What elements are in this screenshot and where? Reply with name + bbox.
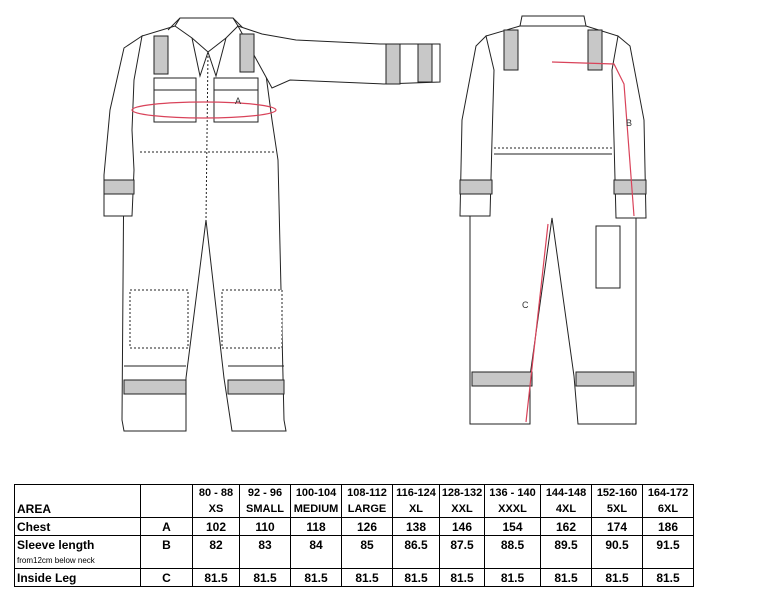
chest-row — [15, 518, 694, 536]
row-key: C — [141, 569, 193, 587]
size-range-cell: 164-172 — [643, 485, 694, 502]
size-name-cell: XXL — [440, 501, 485, 518]
front-chest-pocket-left — [154, 78, 196, 122]
size-name-cell: MEDIUM — [291, 501, 342, 518]
value-cell: 86.5 — [393, 536, 440, 554]
value-cell: 85 — [342, 536, 393, 554]
size-range-cell: 92 - 96 — [240, 485, 291, 502]
value-cell: 81.5 — [592, 569, 643, 587]
size-range-cell: 100-104 — [291, 485, 342, 502]
value-cell: 81.5 — [485, 569, 541, 587]
value-cell: 81.5 — [393, 569, 440, 587]
front-knee-pad-left — [130, 290, 188, 348]
front-body-outline — [122, 26, 286, 431]
row-key: A — [141, 518, 193, 536]
value-cell: 81.5 — [643, 569, 694, 587]
value-cell: 154 — [485, 518, 541, 536]
measure-label-b: B — [626, 118, 633, 128]
value-cell: 89.5 — [541, 536, 592, 554]
row-label: Chest — [15, 518, 141, 536]
size-name-cell: XL — [393, 501, 440, 518]
value-cell: 81.5 — [291, 569, 342, 587]
measure-label-a: A — [235, 96, 242, 106]
value-cell: 87.5 — [440, 536, 485, 554]
size-name-cell: 6XL — [643, 501, 694, 518]
measure-label-c: C — [522, 300, 529, 310]
size-name-cell: 5XL — [592, 501, 643, 518]
value-cell: 174 — [592, 518, 643, 536]
sleeve-length-row — [15, 536, 694, 554]
area-header: AREA — [15, 501, 141, 518]
value-cell: 90.5 — [592, 536, 643, 554]
row-label: Sleeve length — [15, 536, 141, 554]
size-range-cell: 108-112 — [342, 485, 393, 502]
size-range-cell: 128-132 — [440, 485, 485, 502]
size-range-cell: 144-148 — [541, 485, 592, 502]
size-range-cell: 136 - 140 — [485, 485, 541, 502]
sleeve-note-row — [15, 553, 694, 569]
value-cell: 138 — [393, 518, 440, 536]
value-cell: 102 — [193, 518, 240, 536]
front-knee-pad-right — [222, 290, 282, 348]
value-cell: 81.5 — [541, 569, 592, 587]
front-view — [104, 18, 440, 431]
value-cell: 84 — [291, 536, 342, 554]
size-name-cell: XXXL — [485, 501, 541, 518]
inside-leg-row — [15, 569, 694, 587]
back-body-outline — [470, 26, 636, 424]
value-cell: 186 — [643, 518, 694, 536]
back-leg-pocket — [596, 226, 620, 288]
value-cell: 81.5 — [440, 569, 485, 587]
size-name-cell: XS — [193, 501, 240, 518]
size-name-row — [15, 501, 694, 518]
size-chart-table — [14, 484, 694, 587]
sleeve-note: from12cm below neck — [15, 553, 141, 569]
size-name-cell: SMALL — [240, 501, 291, 518]
size-range-row — [15, 485, 694, 502]
size-name-cell: LARGE — [342, 501, 393, 518]
value-cell: 88.5 — [485, 536, 541, 554]
value-cell: 81.5 — [342, 569, 393, 587]
row-key: B — [141, 536, 193, 554]
value-cell: 118 — [291, 518, 342, 536]
value-cell: 82 — [193, 536, 240, 554]
size-range-cell: 152-160 — [592, 485, 643, 502]
front-right-sleeve — [238, 26, 440, 88]
value-cell: 91.5 — [643, 536, 694, 554]
value-cell: 81.5 — [240, 569, 291, 587]
size-range-cell: 80 - 88 — [193, 485, 240, 502]
back-view — [460, 16, 646, 424]
value-cell: 126 — [342, 518, 393, 536]
value-cell: 81.5 — [193, 569, 240, 587]
value-cell: 146 — [440, 518, 485, 536]
row-label: Inside Leg — [15, 569, 141, 587]
back-collar — [520, 16, 586, 26]
size-range-cell: 116-124 — [393, 485, 440, 502]
size-name-cell: 4XL — [541, 501, 592, 518]
value-cell: 83 — [240, 536, 291, 554]
value-cell: 110 — [240, 518, 291, 536]
value-cell: 162 — [541, 518, 592, 536]
